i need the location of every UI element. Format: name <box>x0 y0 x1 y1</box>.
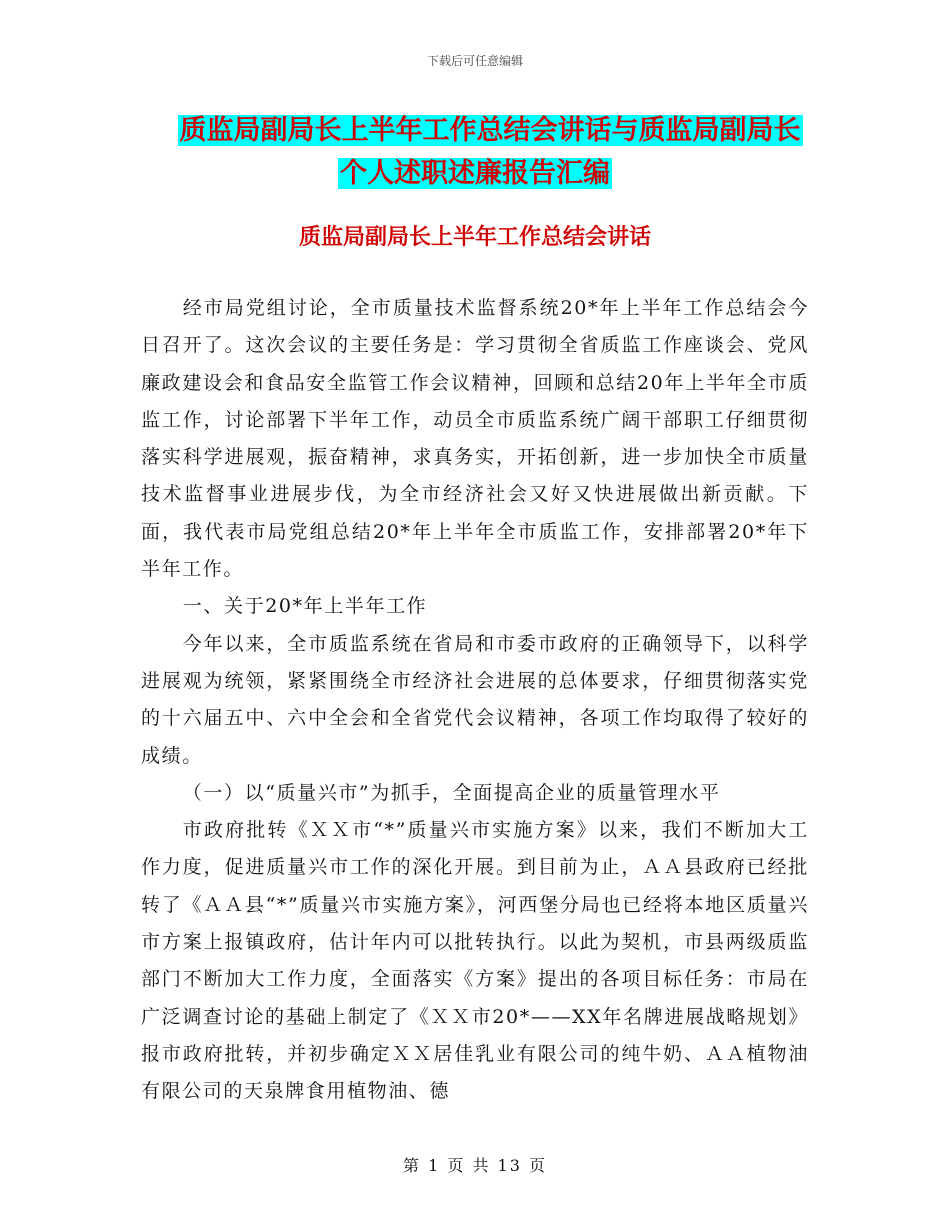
document-body <box>141 290 809 1111</box>
paragraph-heading-1: 一、关于20*年上半年工作 <box>182 595 428 618</box>
paragraph-subheading-1: （一）以“质量兴市”为抓手，全面提高企业的质量管理水平 <box>182 781 721 804</box>
paragraph-quality: 市政府批转《ＸＸ市“*”质量兴市实施方案》以来，我们不断加大工作力度，促进质量兴市工作的深化开展。到目前为止，ＡＡ县政府已经批转了《ＡＡ县“*”质量兴市实施方案》，河西堡分局也已经将本地区质量兴市方案上报镇政府，估计年内可以批转执行。以此为契机，市县两级质监部门不断加大工作力度，全面落实《方案》提出的各项目标任务：市局在广泛调查讨论的基础上制定了《ＸＸ市20*——XX年名牌进展战略规划》报市政府批转，并初步确定ＸＸ居佳乳业有限公司的纯牛奶、ＡＡ植物油有限公司的天泉牌食用植物油、德 <box>141 819 809 1103</box>
document-title-line-1 <box>0 110 950 152</box>
header-note: 下载后可任意编辑 <box>426 54 523 68</box>
paragraph-intro: 经市局党组讨论，全市质量技术监督系统20*年上半年工作总结会今日召开了。这次会议的主要任务是：学习贯彻全省质监工作座谈会、党风廉政建设会和食品安全监管工作会议精神，回顾和总结20年上半年全市质监工作，讨论部署下半年工作，动员全市质监系统广阔干部职工仔细贯彻落实科学进展观，振奋精神，求真务实，开拓创新，进一步加快全市质量技术监督事业进展步伐，为全市经济社会又好又快进展做出新贡献。下面，我代表市局党组总结20*年上半年全市质监工作，安排部署20*年下半年工作。 <box>141 297 809 581</box>
document-title-line-2 <box>0 153 950 195</box>
title-highlight-2: 个人述职述廉报告汇编 <box>340 158 610 189</box>
title-highlight-1: 质监局副局长上半年工作总结会讲话与质监局副局长 <box>179 115 801 146</box>
page-number: 第 1 页 共 13 页 <box>403 1156 547 1175</box>
section-title: 质监局副局长上半年工作总结会讲话 <box>298 225 651 250</box>
paragraph-summary: 今年以来，全市质监系统在省局和市委市政府的正确领导下，以科学进展观为统领，紧紧围绕全市经济社会进展的总体要求，仔细贯彻落实党的十六届五中、六中全会和全省党代会议精神，各项工作均取得了较好的成绩。 <box>141 632 809 767</box>
